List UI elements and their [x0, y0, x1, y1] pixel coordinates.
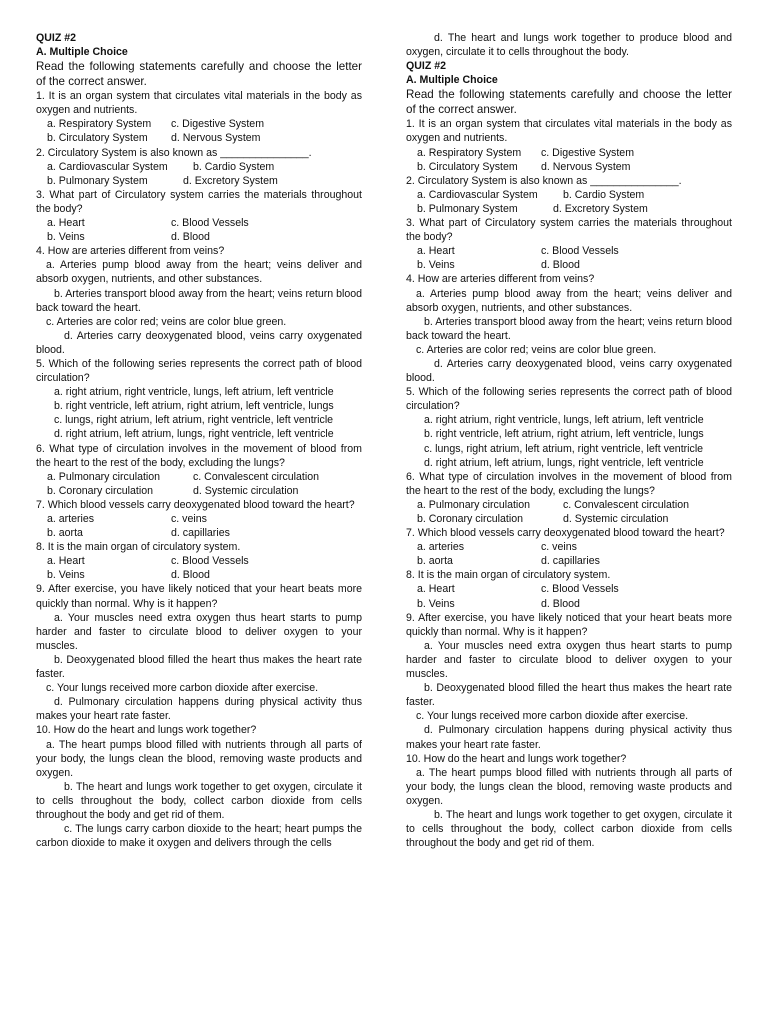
choice: b. Cardio System — [193, 160, 275, 173]
section-heading: A. Multiple Choice — [406, 74, 498, 87]
question-1: 1. It is an organ system that circulates vital materials in the body as oxygen and nutrients. — [406, 118, 732, 145]
choices-row — [406, 597, 732, 611]
question-7: 7. Which blood vessels carry deoxygenated blood toward the heart? — [406, 527, 725, 540]
choice: b. Deoxygenated blood filled the heart thus makes the heart rate faster. — [406, 682, 732, 709]
choice: b. Arteries transport blood away from the heart; veins return blood back toward the heart. — [36, 287, 362, 314]
choice: b. Arteries transport blood away from the heart; veins return blood back toward the heart. — [406, 315, 732, 342]
choice: c. lungs, right atrium, left atrium, right ventricle, left ventricle — [54, 414, 334, 427]
choice: c. Arteries are color red; veins are color blue green. — [416, 343, 657, 356]
question-8: 8. It is the main organ of circulatory system. — [406, 569, 611, 582]
choices-row — [36, 568, 362, 582]
choices-row — [36, 554, 362, 568]
choice: c. The lungs carry carbon dioxide to the heart; heart pumps the carbon dioxide to make it oxygen and delivers through the cells — [36, 823, 362, 850]
choices-row — [406, 540, 732, 554]
instructions: Read the following statements carefully and choose the letter of the correct answer. — [36, 60, 362, 89]
choices-row — [36, 230, 362, 244]
question-5: 5. Which of the following series represents the correct path of blood circulation? — [36, 357, 362, 385]
choice: a. Heart — [47, 555, 85, 568]
choices-row — [36, 216, 362, 230]
choice: b. Veins — [47, 231, 85, 244]
choices-row — [406, 202, 732, 216]
choice: a. arteries — [47, 513, 95, 525]
choice: a. right atrium, right ventricle, lungs, left atrium, left ventricle — [424, 414, 704, 427]
choice: d. capillaries — [541, 555, 600, 568]
choice: b. Veins — [47, 569, 85, 582]
choice: b. aorta — [47, 527, 83, 540]
choice: a. Cardiovascular System — [47, 160, 168, 173]
choices-row — [406, 160, 732, 174]
question-8: 8. It is the main organ of circulatory system. — [36, 541, 241, 554]
choice: d. right atrium, left atrium, lungs, right ventricle, left ventricle — [424, 456, 704, 469]
question-5: 5. Which of the following series represents the correct path of blood circulation? — [406, 386, 732, 413]
choice: c. Your lungs received more carbon dioxide after exercise. — [46, 682, 319, 695]
choice: b. Circulatory System — [47, 132, 148, 145]
choices-row — [406, 188, 732, 202]
choices-row — [406, 554, 732, 568]
choices-row — [36, 131, 362, 145]
choice: a. Arteries pump blood away from the heart; veins deliver and absorb oxygen, nutrients, and other substances. — [36, 259, 362, 286]
choice: d. Excretory System — [553, 202, 648, 215]
choice: a. Heart — [417, 245, 455, 258]
choice: a. The heart pumps blood filled with nutrients through all parts of your body, the lungs clean the blood, removing waste products and oxygen. — [406, 766, 732, 807]
choice: b. The heart and lungs work together to get oxygen, circulate it to cells throughout the body, collect carbon dioxide from cells throughout the body and get rid of them. — [406, 808, 732, 850]
choice: c. Blood Vessels — [171, 217, 249, 230]
question-7: 7. Which blood vessels carry deoxygenated blood toward the heart? — [36, 498, 355, 511]
choice: d. Systemic circulation — [563, 513, 669, 525]
choice: a. Heart — [47, 217, 85, 230]
choice: b. Pulmonary System — [417, 202, 518, 215]
choice: c. veins — [171, 513, 207, 525]
quiz-title: QUIZ #2 — [36, 32, 77, 44]
choice: c. Digestive System — [171, 118, 265, 131]
choice: c. Blood Vessels — [541, 583, 619, 596]
choice: d. Blood — [171, 569, 210, 582]
choice: d. Blood — [541, 259, 580, 272]
choices-row — [36, 117, 362, 131]
choice: d. Arteries carry deoxygenated blood, veins carry oxygenated blood. — [406, 357, 732, 385]
question-1: 1. It is an organ system that circulates vital materials in the body as oxygen and nutrients. — [36, 90, 362, 117]
choice: c. veins — [541, 541, 577, 554]
choice: b. Circulatory System — [417, 160, 518, 173]
question-4: 4. How are arteries different from veins? — [36, 245, 225, 258]
choice: d. The heart and lungs work together to produce blood and oxygen, circulate it to cells throughout the body. — [406, 32, 732, 59]
left-column — [36, 31, 362, 850]
choice: d. Nervous System — [171, 132, 261, 145]
choices-row — [406, 258, 732, 272]
choices-row — [406, 244, 732, 258]
choice: d. Pulmonary circulation happens during physical activity thus makes your heart rate faster. — [406, 724, 732, 751]
choices-row — [36, 160, 362, 174]
choice: c. Your lungs received more carbon dioxide after exercise. — [416, 710, 689, 723]
choice: d. Pulmonary circulation happens during physical activity thus makes your heart rate faster. — [36, 696, 362, 723]
question-9: 9. After exercise, you have likely noticed that your heart beats more quickly than normal. Why is it happen? — [36, 583, 362, 610]
choice: c. Blood Vessels — [541, 245, 619, 258]
choice: b. The heart and lungs work together to get oxygen, circulate it to cells throughout the body, collect carbon dioxide from cells throughout the body and get rid of them. — [36, 780, 362, 821]
choices-row — [36, 174, 362, 188]
choices-row — [406, 146, 732, 160]
choices-row — [36, 526, 362, 540]
choice: a. The heart pumps blood filled with nutrients through all parts of your body, the lungs clean the blood, removing waste products and oxygen. — [36, 738, 362, 779]
section-heading: A. Multiple Choice — [36, 46, 128, 59]
choice: d. capillaries — [171, 527, 230, 540]
choice: d. Systemic circulation — [193, 484, 299, 497]
choice: d. right atrium, left atrium, lungs, right ventricle, left ventricle — [54, 428, 334, 441]
choice: c. lungs, right atrium, left atrium, right ventricle, left ventricle — [424, 442, 704, 455]
choice: b. Deoxygenated blood filled the heart thus makes the heart rate faster. — [36, 653, 362, 681]
question-3: 3. What part of Circulatory system carries the materials throughout the body? — [406, 217, 732, 244]
choices-row — [36, 470, 362, 484]
choice: d. Nervous System — [541, 160, 631, 173]
choices-row — [406, 582, 732, 596]
choice: a. Pulmonary circulation — [47, 470, 161, 483]
choice: d. Excretory System — [183, 174, 278, 187]
question-6: 6. What type of circulation involves in the movement of blood from the heart to the rest of the body, excluding the lungs? — [406, 470, 732, 497]
choice: a. Heart — [417, 583, 455, 596]
choice: b. Pulmonary System — [47, 174, 148, 187]
choice: b. Veins — [417, 259, 455, 272]
choice: c. Convalescent circulation — [193, 470, 320, 483]
choice: a. Your muscles need extra oxygen thus heart starts to pump harder and faster to circulate blood to deliver oxygen to your muscles. — [36, 611, 362, 652]
choices-row — [406, 498, 732, 512]
question-3: 3. What part of Circulatory system carries the materials throughout the body? — [36, 188, 362, 215]
choice: a. Respiratory System — [417, 146, 522, 159]
choice: c. Digestive System — [541, 146, 635, 159]
choice: d. Blood — [171, 231, 210, 244]
instructions: Read the following statements carefully and choose the letter of the correct answer. — [406, 88, 732, 117]
question-9: 9. After exercise, you have likely noticed that your heart beats more quickly than normal. Why is it happen? — [406, 611, 732, 638]
question-2: 2. Circulatory System is also known as _______________. — [36, 146, 312, 159]
choice: d. Arteries carry deoxygenated blood, veins carry oxygenated blood. — [36, 329, 362, 356]
choices-row — [36, 512, 362, 526]
choice: a. arteries — [417, 541, 465, 554]
choice: a. Cardiovascular System — [417, 188, 538, 201]
choice: a. Arteries pump blood away from the heart; veins deliver and absorb oxygen, nutrients, and other substances. — [406, 287, 732, 314]
choice: b. Veins — [417, 597, 455, 610]
question-2: 2. Circulatory System is also known as _______________. — [406, 174, 682, 187]
choice: b. Coronary circulation — [417, 513, 523, 525]
choices-row — [406, 512, 732, 526]
quiz-title: QUIZ #2 — [406, 60, 447, 73]
question-10: 10. How do the heart and lungs work together? — [36, 724, 257, 737]
choice: c. Blood Vessels — [171, 555, 249, 568]
choice: b. right ventricle, left atrium, right atrium, left ventricle, lungs — [424, 428, 704, 441]
choice: a. Respiratory System — [47, 118, 152, 131]
choice: a. Your muscles need extra oxygen thus heart starts to pump harder and faster to circulate blood to deliver oxygen to your muscles. — [406, 639, 732, 681]
question-6: 6. What type of circulation involves in the movement of blood from the heart to the rest of the body, excluding the lungs? — [36, 442, 362, 469]
choice: b. Coronary circulation — [47, 484, 153, 497]
choice: b. right ventricle, left atrium, right atrium, left ventricle, lungs — [54, 400, 334, 413]
choice: b. aorta — [417, 555, 453, 568]
choice: a. right atrium, right ventricle, lungs, left atrium, left ventricle — [54, 386, 334, 399]
right-column — [406, 31, 732, 850]
choice: d. Blood — [541, 597, 580, 610]
choice: c. Convalescent circulation — [563, 498, 690, 511]
choices-row — [36, 484, 362, 498]
choice: a. Pulmonary circulation — [417, 498, 531, 511]
choice: c. Arteries are color red; veins are color blue green. — [46, 315, 287, 328]
question-10: 10. How do the heart and lungs work together? — [406, 752, 627, 765]
choice: b. Cardio System — [563, 188, 645, 201]
question-4: 4. How are arteries different from veins? — [406, 273, 595, 286]
